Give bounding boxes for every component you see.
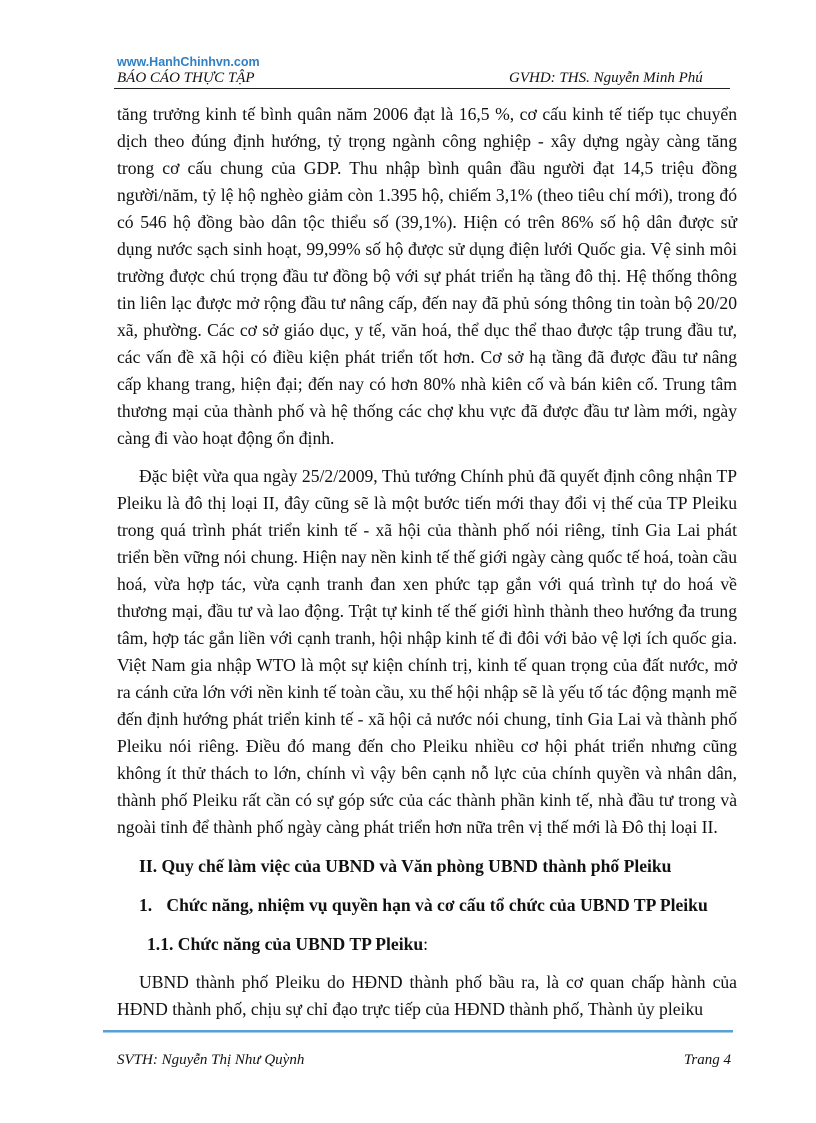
section-heading-3: [139, 892, 737, 919]
footer-divider: [103, 1030, 733, 1033]
header-report-title: BÁO CÁO THỰC TẬP: [117, 70, 255, 86]
page-body: [117, 101, 737, 1023]
header-divider: [114, 88, 730, 89]
paragraph-function: UBND thành phố Pleiku do HĐND thành phố bầu ra, là cơ quan chấp hành của HĐND thành phố, chịu sự chỉ đạo trực tiếp của HĐND thành phố, Thành ủy pleiku: [117, 972, 737, 1019]
section-heading-2: II. Quy chế làm việc của UBND và Văn phòng UBND thành phố Pleiku: [139, 856, 672, 876]
header-supervisor: GVHD: THS. Nguyễn Minh Phú: [509, 70, 703, 86]
page-number: Trang 4: [683, 1052, 731, 1068]
heading-3-text: Chức năng, nhiệm vụ quyền hạn và cơ cấu tổ chức của UBND TP Pleiku: [166, 895, 708, 915]
section-heading-4: [147, 931, 737, 958]
heading-3-number: 1.: [139, 895, 153, 915]
paragraph-urban-class: Đặc biệt vừa qua ngày 25/2/2009, Thủ tướng Chính phủ đã quyết định công nhận TP Pleiku là đô thị loại II, đây cũng sẽ là một bước tiến mới thay đổi vị thế của TP Pleiku trong quá trình phát triển kinh tế - xã hội của thành phố nói riêng, tỉnh Gia Lai phát triển bền vững nói chung. Hiện nay nền kinh tế thế giới ngày càng quốc tế hoá, toàn cầu hoá, vừa hợp tác, vừa cạnh tranh đan xen phức tạp gắn với quá trình tự do hoá về thương mại, đầu tư và lao động. Trật tự kinh tế thế giới hình thành theo hướng đa trung tâm, hợp tác gắn liền với cạnh tranh, hội nhập kinh tế đi đôi với bảo vệ lợi ích quốc gia. Việt Nam gia nhập WTO là một sự kiện chính trị, kinh tế quan trọng của đất nước, mở ra cánh cửa lớn với nền kinh tế toàn cầu, xu thế hội nhập sẽ là yếu tố tác động mạnh mẽ đến định hướng phát triển kinh tế - xã hội cả nước nói chung, tỉnh Gia Lai và thành phố Pleiku nói riêng. Điều đó mang đến cho Pleiku nhiều cơ hội phát triển nhưng cũng không ít thử thách to lớn, chính vì vậy bên cạnh nỗ lực của chính quyền và nhân dân, thành phố Pleiku rất cần có sự góp sức của các thành phần kinh tế, nhà đầu tư trong và ngoài tỉnh để thành phố ngày càng phát triển hơn nữa trên vị thế mới là Đô thị loại II.: [117, 466, 737, 837]
heading-4-number: 1.1.: [147, 934, 174, 954]
heading-4-text: Chức năng của UBND TP Pleiku: [177, 934, 424, 954]
site-url[interactable]: www.HanhChinhvn.com: [117, 55, 260, 69]
paragraph-economy: tăng trưởng kinh tế bình quân năm 2006 đạt là 16,5 %, cơ cấu kinh tế tiếp tục chuyển dịch theo đúng định hướng, tỷ trọng ngành công nghiệp - xây dựng ngày càng tăng trong cơ cấu chung của GDP. Thu nhập bình quân đầu người đạt 14,5 triệu đồng người/năm, tỷ lệ hộ nghèo giảm còn 1.395 hộ, chiếm 3,1% (theo tiêu chí mới), trong đó có 546 hộ đồng bào dân tộc thiểu số (39,1%). Hiện có trên 86% số hộ dân được sử dụng nước sạch sinh hoạt, 99,99% số hộ được sử dụng điện lưới Quốc gia. Vệ sinh môi trường được chú trọng đầu tư đồng bộ với sự phát triển hạ tầng đô thị. Hệ thống thông tin liên lạc được mở rộng đầu tư nâng cấp, đến nay đã phủ sóng thông tin toàn bộ 20/20 xã, phường. Các cơ sở giáo dục, y tế, văn hoá, thể dục thể thao được tập trung đầu tư, các vấn đề xã hội có điều kiện phát triển tốt hơn. Cơ sở hạ tầng đã được đầu tư nâng cấp khang trang, hiện đại; đến nay có hơn 80% nhà kiên cố và bán kiên cố. Trung tâm thương mại của thành phố và hệ thống các chợ khu vực đã được đầu tư làm mới, ngày càng đi vào hoạt động ổn định.: [117, 104, 737, 448]
heading-4-colon: :: [423, 934, 429, 954]
footer-student: SVTH: Nguyễn Thị Như Quỳnh: [117, 1052, 305, 1068]
